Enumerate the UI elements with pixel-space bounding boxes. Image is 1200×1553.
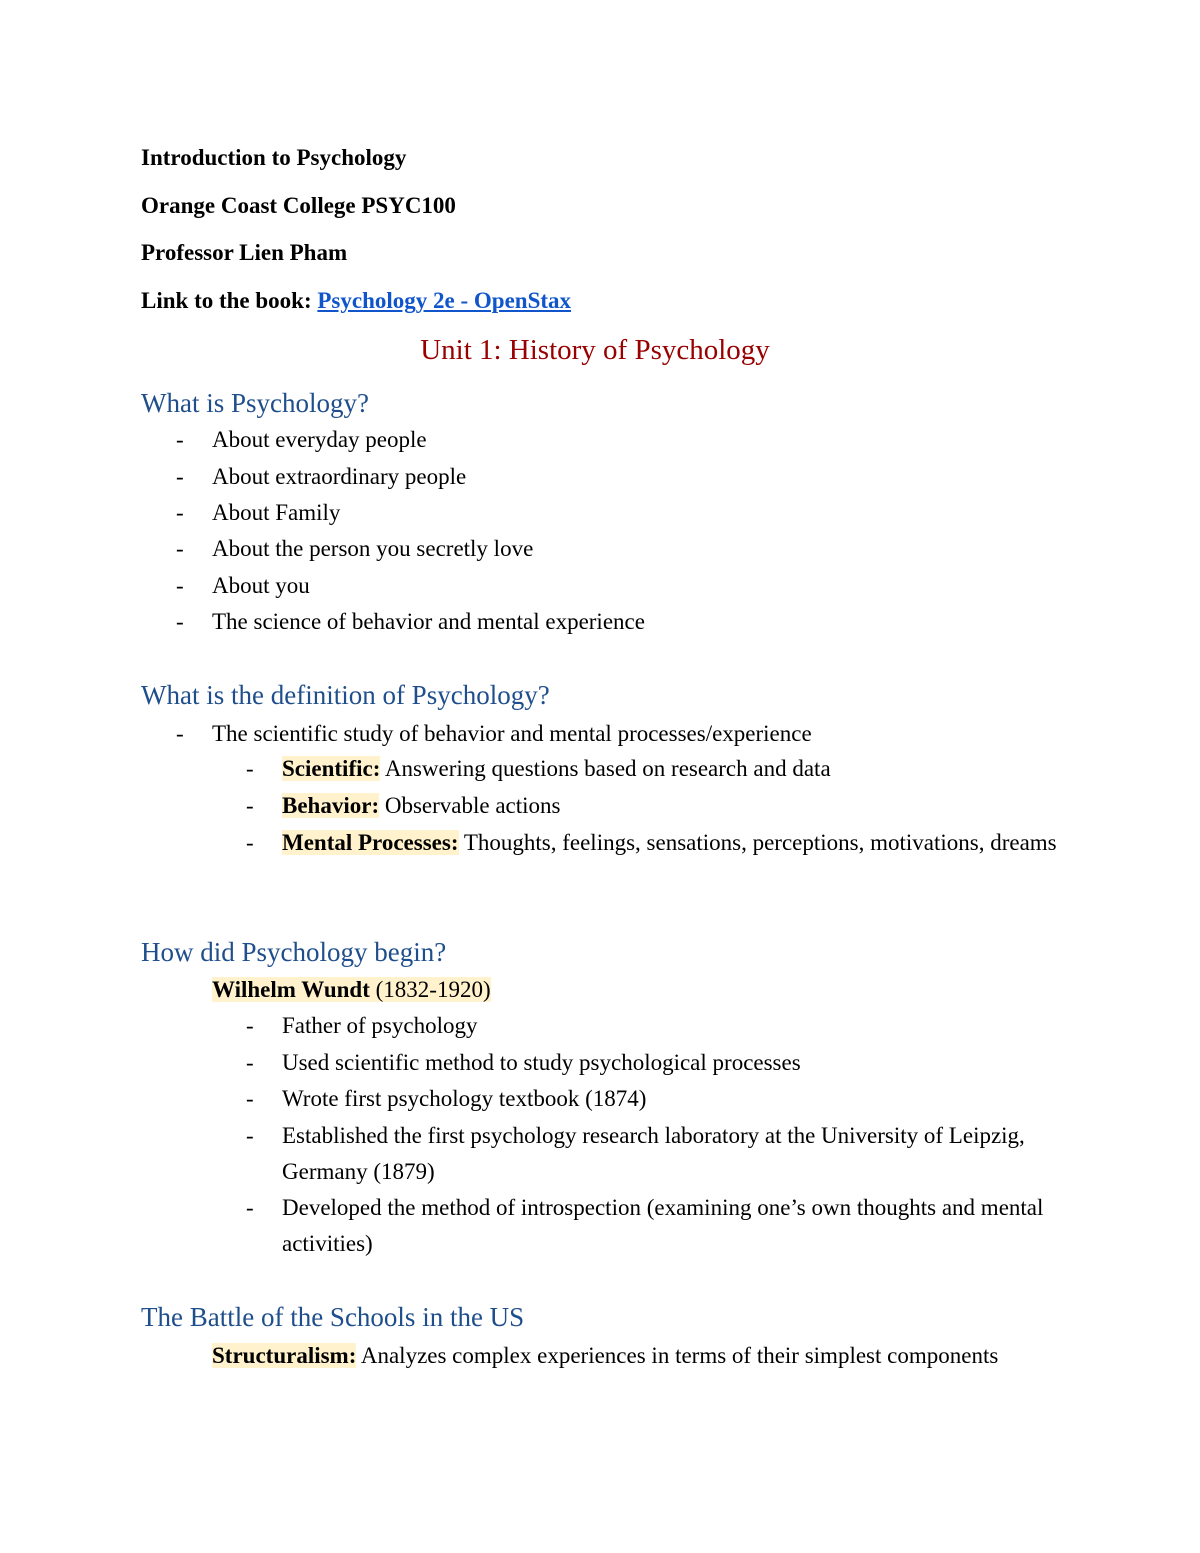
list-item: - Established the first psychology research laboratory at the University of Leipzig, Germany (1879) xyxy=(246,1118,1057,1190)
person-years: (1832-1920) xyxy=(375,977,491,1002)
term-paragraph xyxy=(212,1338,1042,1374)
section-heading-what-is-psychology: What is Psychology? xyxy=(141,388,369,418)
term-definition: Answering questions based on research and data xyxy=(384,756,831,781)
list-item: - About everyday people xyxy=(176,422,1032,458)
list-item: - About the person you secretly love xyxy=(176,531,1032,567)
course-title: Introduction to Psychology xyxy=(141,145,407,170)
book-link-label: Link to the book: xyxy=(141,288,312,313)
bullet-dash: - xyxy=(176,609,184,634)
list-item: - Developed the method of introspection (examining one’s own thoughts and mental activities) xyxy=(246,1190,1057,1262)
bullet-dash: - xyxy=(176,536,184,561)
bullet-dash: - xyxy=(246,1195,254,1220)
term-item xyxy=(246,825,1057,861)
bullet-dash: - xyxy=(246,756,254,781)
term-label: Mental Processes: xyxy=(282,830,459,855)
list-item: - About you xyxy=(176,568,1032,604)
term-definition: Analyzes complex experiences in terms of their simplest components xyxy=(360,1343,999,1368)
bullet-dash: - xyxy=(176,721,184,746)
term-definition: Thoughts, feelings, sensations, perceptions, motivations, dreams xyxy=(463,830,1057,855)
college-line: Orange Coast College PSYC100 xyxy=(141,193,456,218)
term-definition: Observable actions xyxy=(384,793,561,818)
unit-title: Unit 1: History of Psychology xyxy=(420,334,770,366)
bullet-dash: - xyxy=(176,573,184,598)
bullet-dash: - xyxy=(246,830,254,855)
book-link[interactable]: Psychology 2e - OpenStax xyxy=(317,288,572,313)
term-label: Behavior: xyxy=(282,793,380,818)
bullet-dash: - xyxy=(176,427,184,452)
term-item xyxy=(246,788,1057,824)
bullet-dash: - xyxy=(176,464,184,489)
term-item xyxy=(246,751,1057,787)
section-heading-definition: What is the definition of Psychology? xyxy=(141,680,550,710)
bullet-dash: - xyxy=(246,1123,254,1148)
professor-line: Professor Lien Pham xyxy=(141,240,348,265)
list-item: - The science of behavior and mental experience xyxy=(176,604,1032,640)
bullet-dash: - xyxy=(246,1086,254,1111)
bullet-dash: - xyxy=(176,500,184,525)
section-heading-how-did-psychology-begin: How did Psychology begin? xyxy=(141,937,447,967)
person-heading xyxy=(212,973,491,1007)
term-label: Structuralism: xyxy=(212,1343,357,1368)
list-item: - Used scientific method to study psychological processes xyxy=(246,1045,1057,1081)
list-item: - Wrote first psychology textbook (1874) xyxy=(246,1081,1057,1117)
list-item: - About Family xyxy=(176,495,1032,531)
book-link-line xyxy=(141,286,571,316)
list-item: - The scientific study of behavior and mental processes/experience xyxy=(176,716,1032,752)
list-item: - Father of psychology xyxy=(246,1008,1057,1044)
bullet-dash: - xyxy=(246,1013,254,1038)
term-label: Scientific: xyxy=(282,756,381,781)
bullet-dash: - xyxy=(246,1050,254,1075)
person-name: Wilhelm Wundt xyxy=(212,977,370,1002)
list-item: - About extraordinary people xyxy=(176,459,1032,495)
section-heading-battle-of-schools: The Battle of the Schools in the US xyxy=(141,1302,525,1332)
bullet-dash: - xyxy=(246,793,254,818)
